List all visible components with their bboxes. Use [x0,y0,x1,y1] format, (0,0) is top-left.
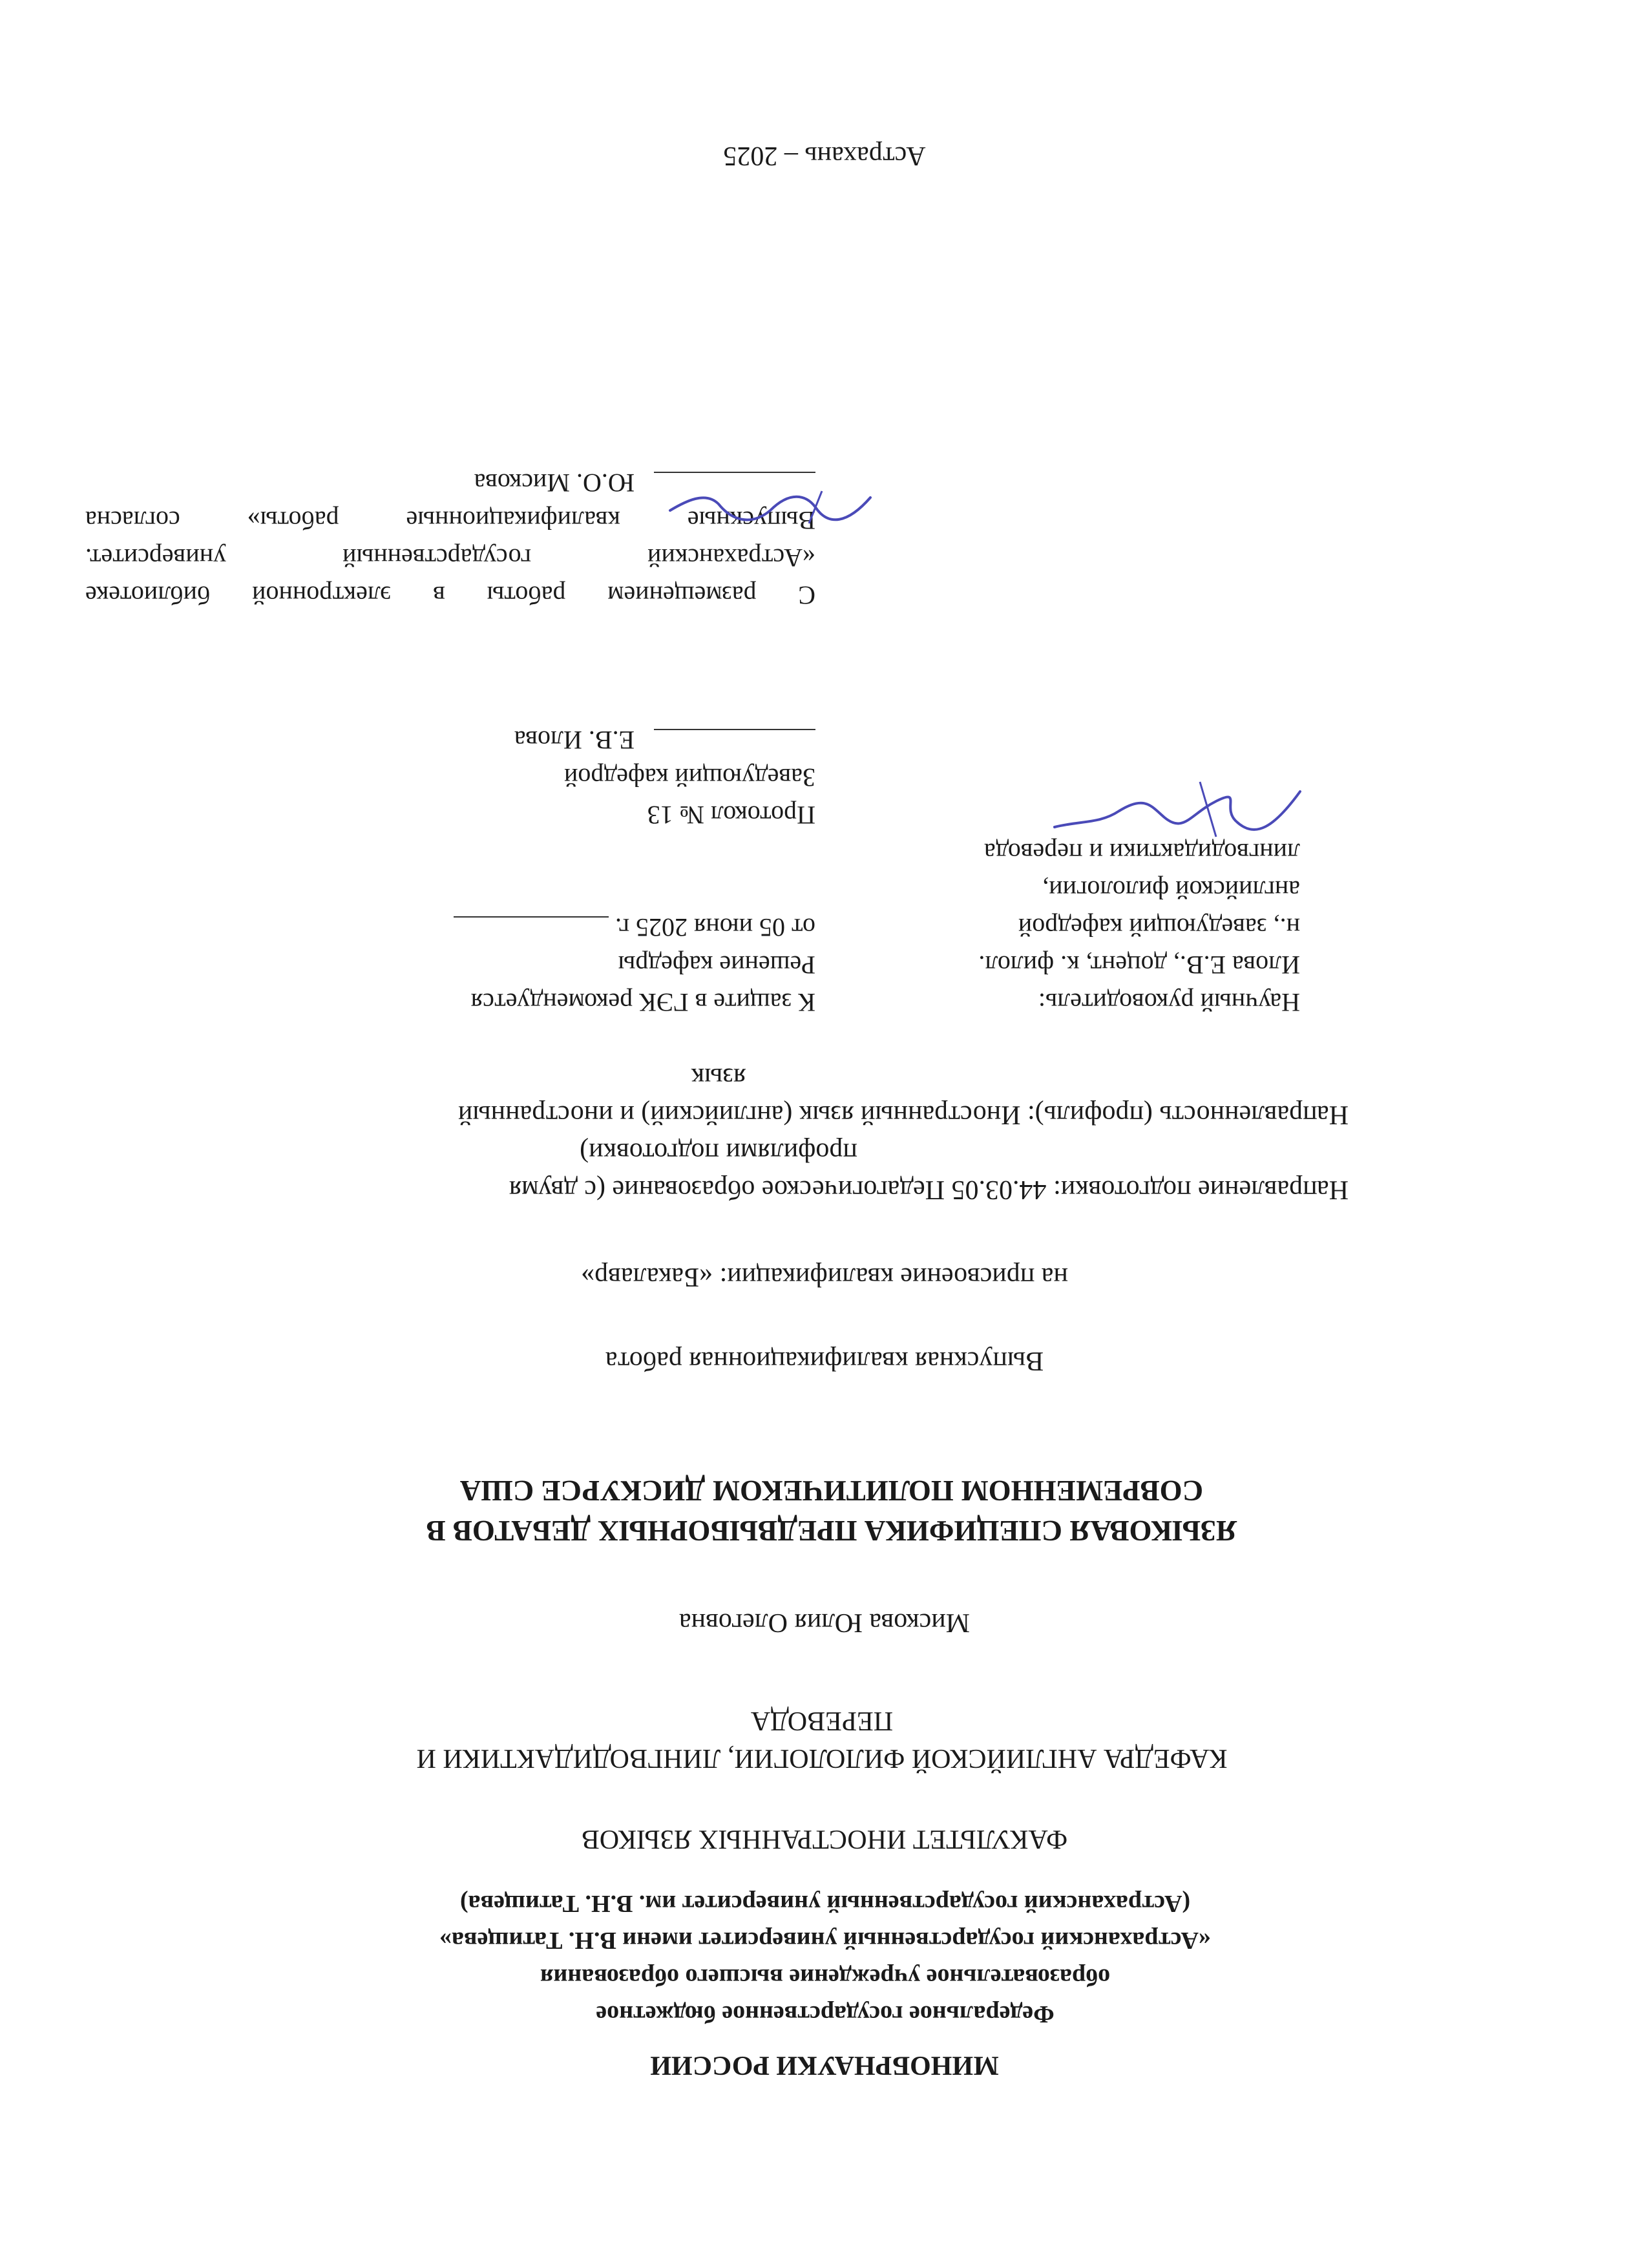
protocol-number: Протокол № 13 [647,801,815,830]
decision-date: от 05 июня 2025 г. [615,913,815,942]
department-line: КАФЕДРА АНГЛИЙСКОЙ ФИЛОЛОГИИ, ЛИНГВОДИДАКТИКИ И [416,1743,1228,1773]
consent-line: Выпускные квалификационные работы» согласна [85,506,815,535]
work-type: Выпускная квалификационная работа [605,1346,1044,1376]
ministry-heading: МИНОБРНАУКИ РОССИИ [650,2050,999,2080]
direction-line: профилями подготовки) [580,1137,857,1167]
direction-line: язык [691,1062,746,1092]
university-line: (Астраханский государственный университет им. В.Н. Татищева) [459,1890,1191,1917]
decision-label: Решение кафедры [618,950,815,980]
head-label: Заведующий кафедрой [563,763,815,792]
thesis-topic [318,1471,1345,1551]
supervisor-block [848,834,1300,1021]
direction-line: Направление подготовки: 44.03.05 Педагогическое образование (с двумя [509,1175,1349,1204]
recommendation-text: К защите в ГЭК рекомендуется [470,988,815,1017]
topic-line: ЯЗЫКОВАЯ СПЕЦИФИКА ПРЕДВЫБОРНЫХ ДЕБАТОВ В [426,1515,1237,1547]
signature-line [654,729,815,756]
department-line: ПЕРЕВОДА [750,1706,894,1736]
topic-line: СОВРЕМЕННОМ ПОЛИТИЧЕКОМ ДИСКУРСЕ США [459,1475,1204,1507]
qualification: на присвоение квалификации: «Бакалавр» [581,1262,1068,1292]
supervisor-line: английской филологии, [1042,876,1300,905]
consent-line: С размещением работы в электронной библиотеке [85,581,815,610]
supervisor-line: н., заведующий кафедрой [1018,913,1300,942]
consent-line: «Астраханский государственный университет. [85,543,815,572]
supervisor-line: лингводидактики и перевода [983,838,1300,867]
university-name [292,1885,1358,2032]
university-line: «Астраханский государственный университет имени В.Н. Татищева» [439,1927,1212,1954]
student-signature [660,478,880,536]
university-line: Федеральное государственное бюджетное [596,2000,1055,2028]
author-name: Мискова Юлия Олеговна [678,1608,971,1637]
department-decision-block [350,721,815,1021]
supervisor-line: Илова Е.В., доцент, к. филол. [978,950,1300,980]
head-name: Е.В. Илова [514,726,635,755]
study-direction [89,1058,1349,1208]
student-name: Ю.О. Мискова [474,468,635,498]
faculty-name: ФАКУЛЬТЕТ ИНОСТРАННЫХ ЯЗЫКОВ [581,1824,1068,1854]
department-name [253,1702,1391,1777]
date-underline [454,916,609,943]
city-year: Астрахань – 2025 [723,141,926,171]
university-line: образовательное учреждение высшего образования [540,1964,1111,1991]
head-signature [1042,775,1313,846]
supervisor-label: Научный руководитель: [1038,988,1300,1017]
direction-line: Направленность (профиль): Иностранный язык (английский) и иностранный [457,1100,1349,1129]
